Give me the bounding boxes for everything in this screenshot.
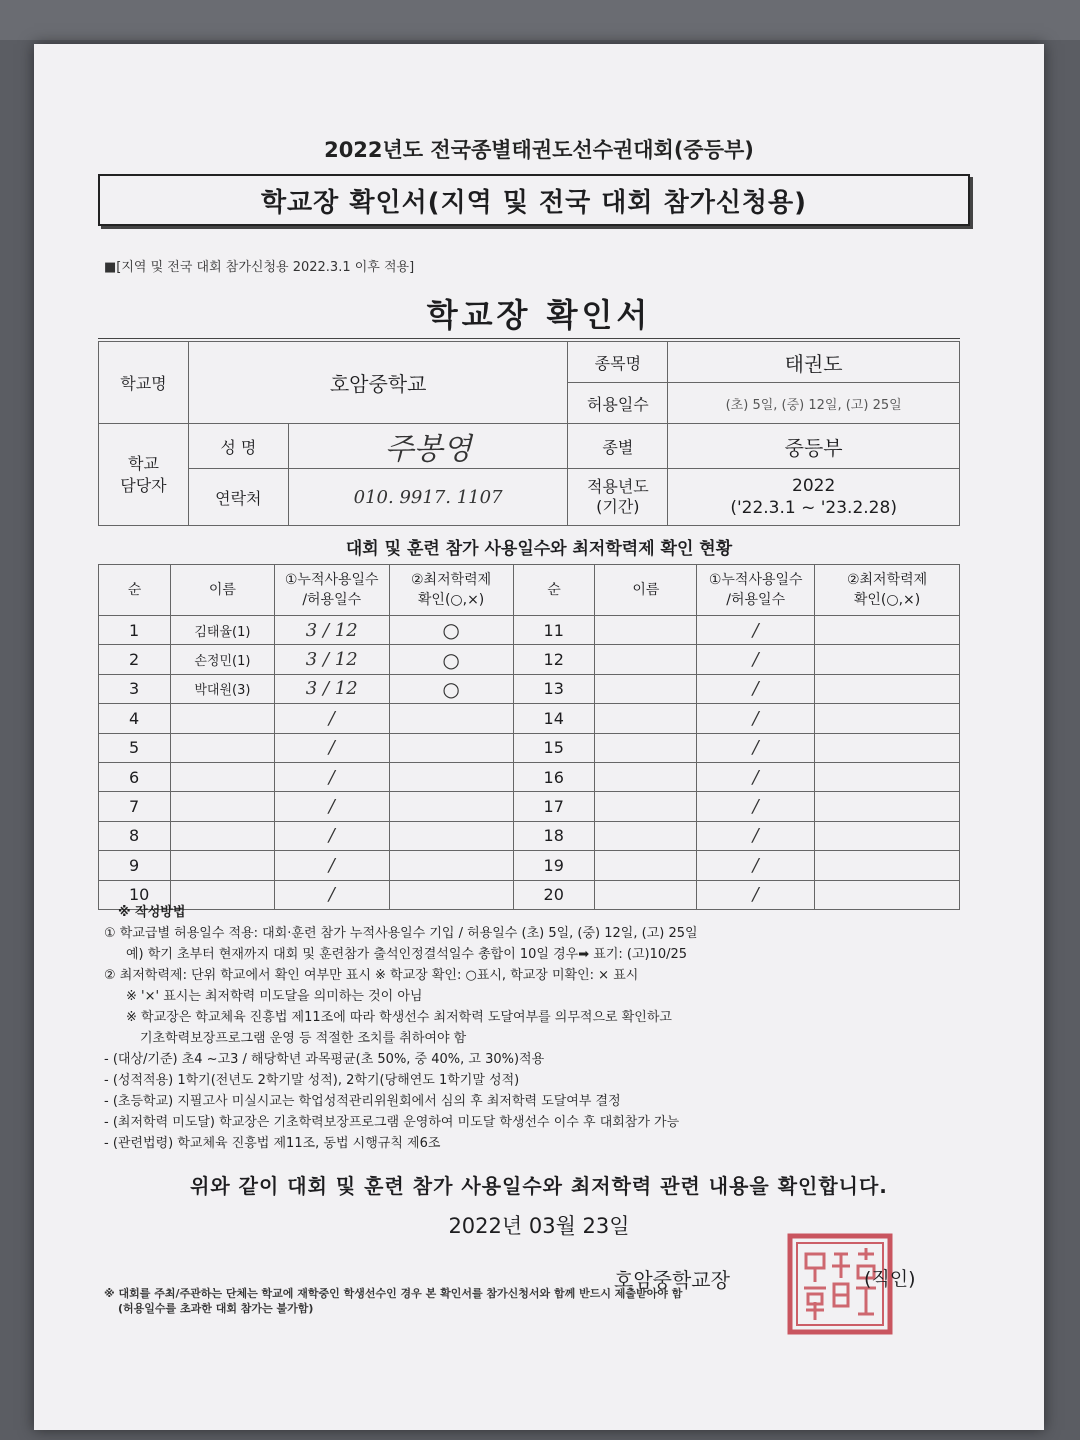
student-name xyxy=(170,851,274,880)
student-name: 손정민(1) xyxy=(170,645,274,674)
student-name xyxy=(595,792,697,821)
grade-check xyxy=(389,762,513,791)
main-title: 학교장 확인서 xyxy=(426,296,652,334)
detail-law: - (관련법령) 학교체육 진흥법 제11조, 동법 시행규칙 제6조 xyxy=(104,1136,441,1151)
col-days-right: ①누적사용일수 /허용일수 xyxy=(697,565,815,616)
days-value: (초) 5일, (중) 12일, (고) 25일 xyxy=(668,383,960,424)
detail-elementary: - (초등학교) 지필고사 미실시교는 학업성적관리위원회에서 심의 후 최저학력 도달여부 결정 xyxy=(104,1094,621,1109)
row-number: 4 xyxy=(99,704,171,733)
student-name xyxy=(595,851,697,880)
col-grade: ②최저학력제 확인(○,×) xyxy=(389,565,513,616)
document-page xyxy=(34,44,1044,1430)
sport-label: 종목명 xyxy=(568,342,668,383)
table-row xyxy=(99,762,960,791)
student-name xyxy=(170,704,274,733)
student-name xyxy=(170,762,274,791)
student-name xyxy=(595,645,697,674)
notice-line: ■[지역 및 전국 대회 참가신청용 2022.3.1 이후 적용] xyxy=(104,260,415,275)
category-value: 중등부 xyxy=(668,424,960,469)
col-grade-right: ②최저학력제 확인(○,×) xyxy=(815,565,960,616)
row-number: 12 xyxy=(513,645,595,674)
table-row xyxy=(99,645,960,674)
days-used: 3 / 12 xyxy=(274,616,389,645)
grade-check xyxy=(815,762,960,791)
row-number: 19 xyxy=(513,851,595,880)
days-used: 3 / 12 xyxy=(274,645,389,674)
row-number: 1 xyxy=(99,616,171,645)
grade-check xyxy=(389,851,513,880)
row-number: 10 xyxy=(99,880,171,909)
grade-check xyxy=(389,792,513,821)
student-name xyxy=(595,616,697,645)
days-used: / xyxy=(697,851,815,880)
student-name xyxy=(595,674,697,703)
school-label: 학교명 xyxy=(99,342,189,424)
grade-check xyxy=(815,733,960,762)
footnote xyxy=(104,1286,964,1316)
table-row xyxy=(99,851,960,880)
grade-check xyxy=(815,851,960,880)
row-number: 2 xyxy=(99,645,171,674)
year-value: 2022 ('22.3.1 ~ '23.2.28) xyxy=(668,469,960,526)
note-1: ① 학교급별 허용일수 적용: 대회·훈련 참가 누적사용일수 기입 / 허용일수 (초) 5일, (중) 12일, (고) 25일 xyxy=(104,926,698,941)
row-number: 6 xyxy=(99,762,171,791)
event-title: 2022년도 전국종별태권도선수권대회(중등부) xyxy=(324,138,754,162)
row-number: 7 xyxy=(99,792,171,821)
table-row xyxy=(99,792,960,821)
contact-label: 연락처 xyxy=(188,469,288,526)
roster-body xyxy=(99,616,960,910)
roster-table xyxy=(98,564,960,910)
row-number: 5 xyxy=(99,733,171,762)
footnote-1: ※ 대회를 주최/주관하는 단체는 학교에 재학중인 학생선수인 경우 본 확인서를 참가신청서와 함께 반드시 제출받아야 함 xyxy=(104,1287,683,1300)
detail-grades: - (성적적용) 1학기(전년도 2학기말 성적), 2학기(당해연도 1학기말 성적) xyxy=(104,1073,520,1088)
grade-check: ○ xyxy=(389,674,513,703)
grade-check xyxy=(815,704,960,733)
col-name-right: 이름 xyxy=(595,565,697,616)
detail-below-min: - (최저학력 미도달) 학교장은 기초학력보장프로그램 운영하여 미도달 학생선수 이수 후 대회참가 가능 xyxy=(104,1115,680,1130)
row-number: 17 xyxy=(513,792,595,821)
note-2b: ※ 학교장은 학교체육 진흥법 제11조에 따라 학생선수 최저학력 도달여부를 의무적으로 확인하고 xyxy=(126,1010,672,1025)
school-value: 호암중학교 xyxy=(188,342,568,424)
name-label: 성 명 xyxy=(188,424,288,469)
seal-label: (직인) xyxy=(864,1268,916,1290)
confirmation-statement: 위와 같이 대회 및 훈련 참가 사용일수와 최저학력 관련 내용을 확인합니다. xyxy=(190,1174,888,1198)
days-used: / xyxy=(697,792,815,821)
grade-check xyxy=(815,674,960,703)
grade-check xyxy=(389,821,513,850)
row-number: 15 xyxy=(513,733,595,762)
manager-label: 학교 담당자 xyxy=(99,424,189,526)
student-name: 김태율(1) xyxy=(170,616,274,645)
note-2: ② 최저학력제: 단위 학교에서 확인 여부만 표시 ※ 학교장 확인: ○표시, 학교장 미확인: × 표시 xyxy=(104,968,639,983)
notes-heading: ※ 작성방법 xyxy=(118,905,186,920)
category-label: 종별 xyxy=(568,424,668,469)
student-name xyxy=(170,733,274,762)
days-used: 3 / 12 xyxy=(274,674,389,703)
row-number: 20 xyxy=(513,880,595,909)
note-2a: ※ '×' 표시는 최저학력 미도달을 의미하는 것이 아님 xyxy=(126,989,423,1004)
row-number: 9 xyxy=(99,851,171,880)
student-name xyxy=(595,704,697,733)
table-row xyxy=(99,704,960,733)
student-name xyxy=(170,792,274,821)
col-days: ①누적사용일수 /허용일수 xyxy=(274,565,389,616)
note-1-example: 예) 학기 초부터 현재까지 대회 및 훈련참가 출석인정결석일수 총합이 10일 경우➡ 표기: (고)10/25 xyxy=(126,947,688,962)
grade-check xyxy=(389,704,513,733)
form-title-box: 학교장 확인서(지역 및 전국 대회 참가신청용) xyxy=(98,174,970,226)
writing-instructions xyxy=(104,902,974,1154)
row-number: 13 xyxy=(513,674,595,703)
row-number: 11 xyxy=(513,616,595,645)
days-used: / xyxy=(697,880,815,909)
note-2c: 기초학력보장프로그램 운영 등 적절한 조치를 취하여야 함 xyxy=(140,1031,467,1046)
grade-check: ○ xyxy=(389,645,513,674)
row-number: 16 xyxy=(513,762,595,791)
grade-check xyxy=(389,733,513,762)
title-divider xyxy=(98,338,960,339)
student-name xyxy=(170,821,274,850)
days-used: / xyxy=(697,704,815,733)
days-used: / xyxy=(274,762,389,791)
manager-signature: 주봉영 xyxy=(288,424,568,469)
days-used: / xyxy=(274,733,389,762)
contact-value: 010. 9917. 1107 xyxy=(288,469,568,526)
sport-value: 태권도 xyxy=(668,342,960,383)
col-name: 이름 xyxy=(170,565,274,616)
days-used: / xyxy=(697,645,815,674)
row-number: 3 xyxy=(99,674,171,703)
days-used: / xyxy=(274,792,389,821)
days-label: 허용일수 xyxy=(568,383,668,424)
table-row xyxy=(99,821,960,850)
roster-title: 대회 및 훈련 참가 사용일수와 최저학력제 확인 현황 xyxy=(345,539,733,559)
days-used: / xyxy=(274,704,389,733)
days-used: / xyxy=(697,733,815,762)
days-used: / xyxy=(274,880,389,909)
days-used: / xyxy=(697,821,815,850)
detail-target: - (대상/기준) 초4 ~고3 / 해당학년 과목평균(초 50%, 중 40%, 고 30%)적용 xyxy=(104,1052,545,1067)
student-name xyxy=(595,821,697,850)
student-name xyxy=(595,733,697,762)
grade-check xyxy=(815,792,960,821)
year-label: 적용년도 (기간) xyxy=(568,469,668,526)
grade-check xyxy=(815,821,960,850)
row-number: 18 xyxy=(513,821,595,850)
grade-check xyxy=(815,645,960,674)
col-no: 순 xyxy=(99,565,171,616)
row-number: 8 xyxy=(99,821,171,850)
row-number: 14 xyxy=(513,704,595,733)
principal-title: 호암중학교장 xyxy=(614,1268,730,1292)
table-row xyxy=(99,733,960,762)
days-used: / xyxy=(274,821,389,850)
info-table xyxy=(98,341,960,526)
table-row xyxy=(99,674,960,703)
days-used: / xyxy=(697,616,815,645)
days-used: / xyxy=(274,851,389,880)
issue-date: 2022년 03월 23일 xyxy=(448,1214,630,1238)
student-name xyxy=(595,762,697,791)
days-used: / xyxy=(697,762,815,791)
background-top xyxy=(0,0,1080,40)
table-row xyxy=(99,616,960,645)
grade-check: ○ xyxy=(389,616,513,645)
student-name: 박대원(3) xyxy=(170,674,274,703)
col-no-right: 순 xyxy=(513,565,595,616)
footnote-2: (허용일수를 초과한 대회 참가는 불가함) xyxy=(118,1302,314,1315)
grade-check xyxy=(815,616,960,645)
days-used: / xyxy=(697,674,815,703)
